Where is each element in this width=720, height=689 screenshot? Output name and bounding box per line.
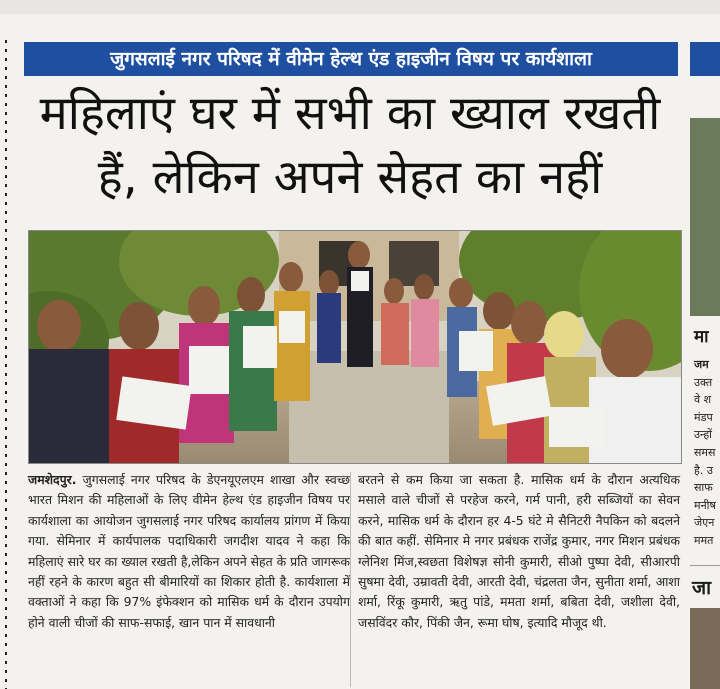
adjacent-text-line: वे श — [694, 393, 712, 407]
page-top-strip — [0, 0, 720, 14]
column-divider-dashed — [0, 40, 12, 689]
adjacent-text-line: उन्हों — [694, 428, 713, 442]
column-1-text: जुगसलाई नगर परिषद के डेएनयूएलएम शाखा और स्वच्छ भारत मिशन की महिलाओं के लिए वीमेन हेल्थ एंड हाइजीन विषय पर कार्यशाला का आयोजन जुगसलाई नगर परिषद कार्यालय प्रांगण में किया गया. सेमिनार में कार्यपालक पदाधिकारी जगदीश यादव ने कहा कि महिलाएं सारे घर का ख्याल रखती है,लेकिन अपने सेहत के प्रति जागरूक नहीं रहने के कारण बहुत सी बीमारियों का शिकार होती है. कार्यशाला में वक्ताओं ने कहा कि 97% इंफेक्शन को मासिक धर्म के दौरान उपयोग होने वाली चीजों की साफ-सफाई, खान पान में सावधानी — [28, 472, 350, 630]
adjacent-text-line: है. उ — [694, 463, 713, 477]
article-body-column-1 — [28, 470, 350, 633]
adjacent-text-line: जेएन — [694, 516, 715, 530]
adjacent-text-line: साफ — [694, 481, 713, 495]
adjacent-article-fragment — [688, 40, 720, 689]
article-dateline: जमशेदपुर. — [28, 472, 77, 487]
article-photo — [28, 230, 682, 464]
adjacent-headline-2: जा — [692, 577, 712, 599]
adjacent-photo — [690, 118, 720, 316]
adjacent-body-text — [694, 356, 716, 550]
headline-line-1: महिलाएं घर में सभी का ख्याल रखती — [39, 86, 661, 141]
column-2-text: बरतने से कम किया जा सकता है. मासिक धर्म के दौरान अत्यधिक मसाले वाले चीजों से परहेज करने, गर्म पानी, हरी सब्जियों का सेवन करने, मासिक धर्म के दौरान हर 4-5 घंटे मे सैनिटरी नैपकिन को बदलने की बात कहीं. सेमिनार मे नगर प्रबंधक राजेंद्र कुमार, नगर मिशन प्रबंधक ग्लेनिश मिंज,स्वछता विशेषज्ञ सोनी कुमारी, सीओ पुष्पा देवी, सीआरपी सुषमा देवी, उम्रावती देवी, आरती देवी, चंद्रलता जैन, सुनीता शर्मा, आशा शर्मा, रिंकू कुमारी, ऋतु पांडे, ममता शर्मा, बबिता देवी, जशीला देवी, जसविंदर कौर, पिंकी जैन, रूमा घोष, इत्यादि मौजूद थी. — [358, 472, 680, 630]
group-photo-illustration — [29, 231, 681, 463]
adjacent-kicker-bar — [690, 42, 720, 76]
adjacent-text-line: ममत — [694, 533, 714, 547]
article-kicker: जुगसलाई नगर परिषद में वीमेन हेल्थ एंड हाइजीन विषय पर कार्यशाला — [24, 42, 678, 76]
adjacent-divider — [690, 565, 720, 566]
article-headline — [18, 82, 682, 210]
adjacent-photo-2 — [690, 608, 720, 689]
adjacent-text-line: समस — [694, 445, 716, 459]
column-rule — [350, 472, 351, 687]
adjacent-headline: मा — [694, 327, 709, 347]
article-body-column-2 — [358, 470, 680, 633]
adjacent-text-line: मंडप — [694, 410, 713, 424]
headline-line-2: हैं, लेकिन अपने सेहत का नहीं — [97, 150, 603, 205]
adjacent-text-line: मनीष — [694, 498, 716, 512]
news-article — [18, 40, 682, 689]
adjacent-text-line: उक्त — [694, 375, 713, 389]
adjacent-text-line: जम — [694, 358, 709, 371]
